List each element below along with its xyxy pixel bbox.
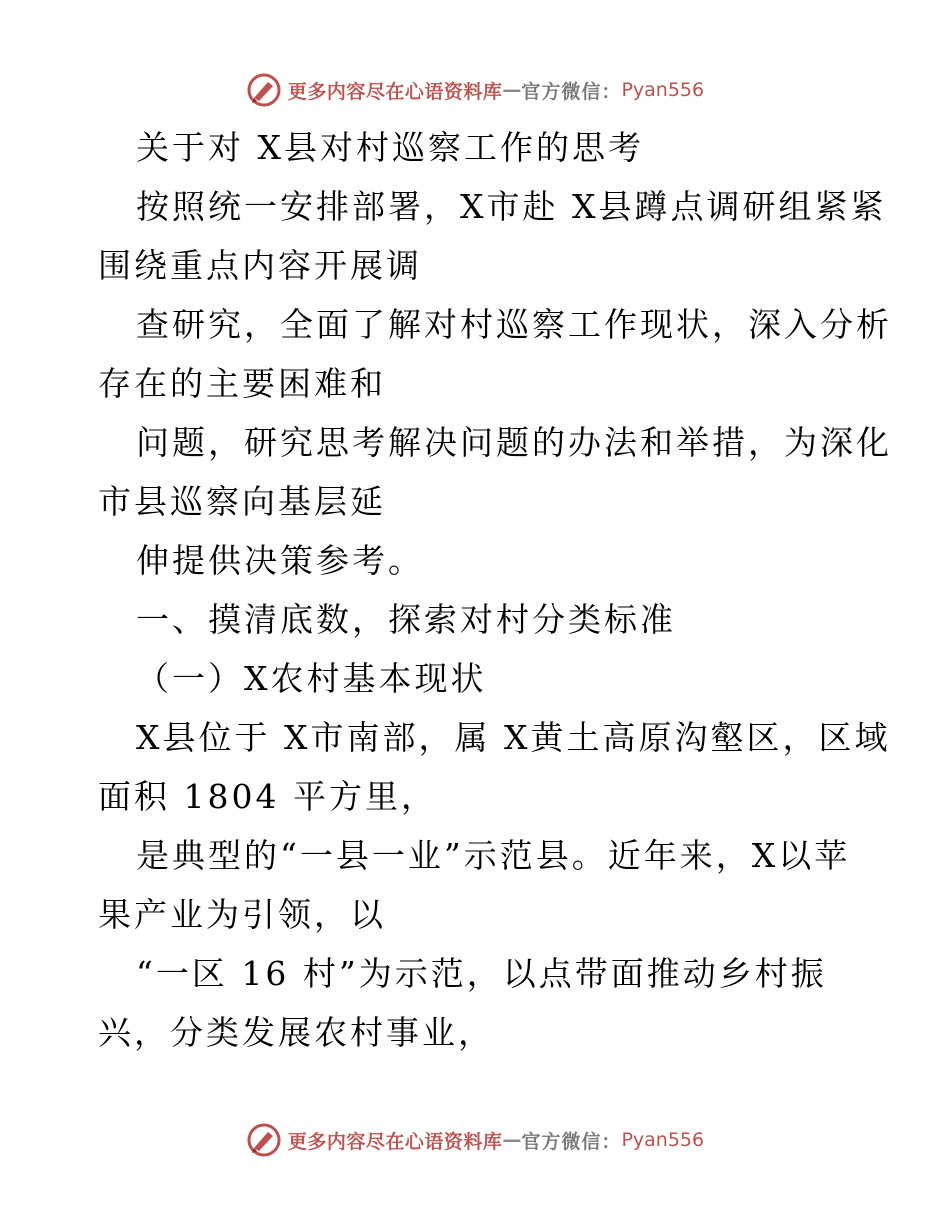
watermark-dash: — [502, 1129, 522, 1151]
paragraph-line: 果产业为引领，以 [98, 895, 386, 934]
paragraph-line: 伸提供决策参考。 [136, 541, 424, 580]
paragraph-line: X县位于 X市南部，属 X黄土高原沟壑区，区域 [136, 718, 891, 757]
section-heading: 一、摸清底数，探索对村分类标准 [136, 600, 676, 639]
paragraph-line: 面积 1804 平方里， [98, 777, 437, 816]
watermark-dash: — [502, 79, 522, 101]
pen-logo-icon [246, 72, 282, 108]
watermark-id: Pyan556 [621, 79, 705, 101]
paragraph-line: 市县巡察向基层延 [98, 482, 386, 521]
header-watermark [0, 70, 950, 110]
paragraph-line: “一区 16 村”为示范，以点带面推动乡村振 [136, 954, 827, 993]
paragraph-line: 是典型的“一县一业”示范县。近年来，X以苹 [136, 836, 851, 875]
paragraph-line: 兴，分类发展农村事业， [98, 1013, 494, 1052]
subsection-heading: （一）X农村基本现状 [136, 659, 487, 698]
footer-watermark [0, 1120, 950, 1160]
paragraph-line: 查研究，全面了解对村巡察工作现状，深入分析 [136, 305, 892, 344]
pen-logo-icon [246, 1122, 282, 1158]
document-body [98, 118, 892, 1062]
watermark-id: Pyan556 [621, 1129, 705, 1151]
watermark-text: 更多内容尽在心语资料库 [287, 1130, 503, 1153]
paragraph-line: 存在的主要困难和 [98, 364, 386, 403]
paragraph-line: 问题，研究思考解决问题的办法和举措，为深化 [136, 423, 892, 462]
paragraph-line: 围绕重点内容开展调 [98, 246, 422, 285]
document-title: 关于对 X县对村巡察工作的思考 [136, 128, 644, 167]
paragraph-line: 按照统一安排部署，X市赴 X县蹲点调研组紧紧 [136, 187, 887, 226]
watermark-label: 官方微信： [521, 1130, 622, 1153]
watermark-text: 更多内容尽在心语资料库 [287, 80, 503, 103]
watermark-label: 官方微信： [521, 80, 622, 103]
